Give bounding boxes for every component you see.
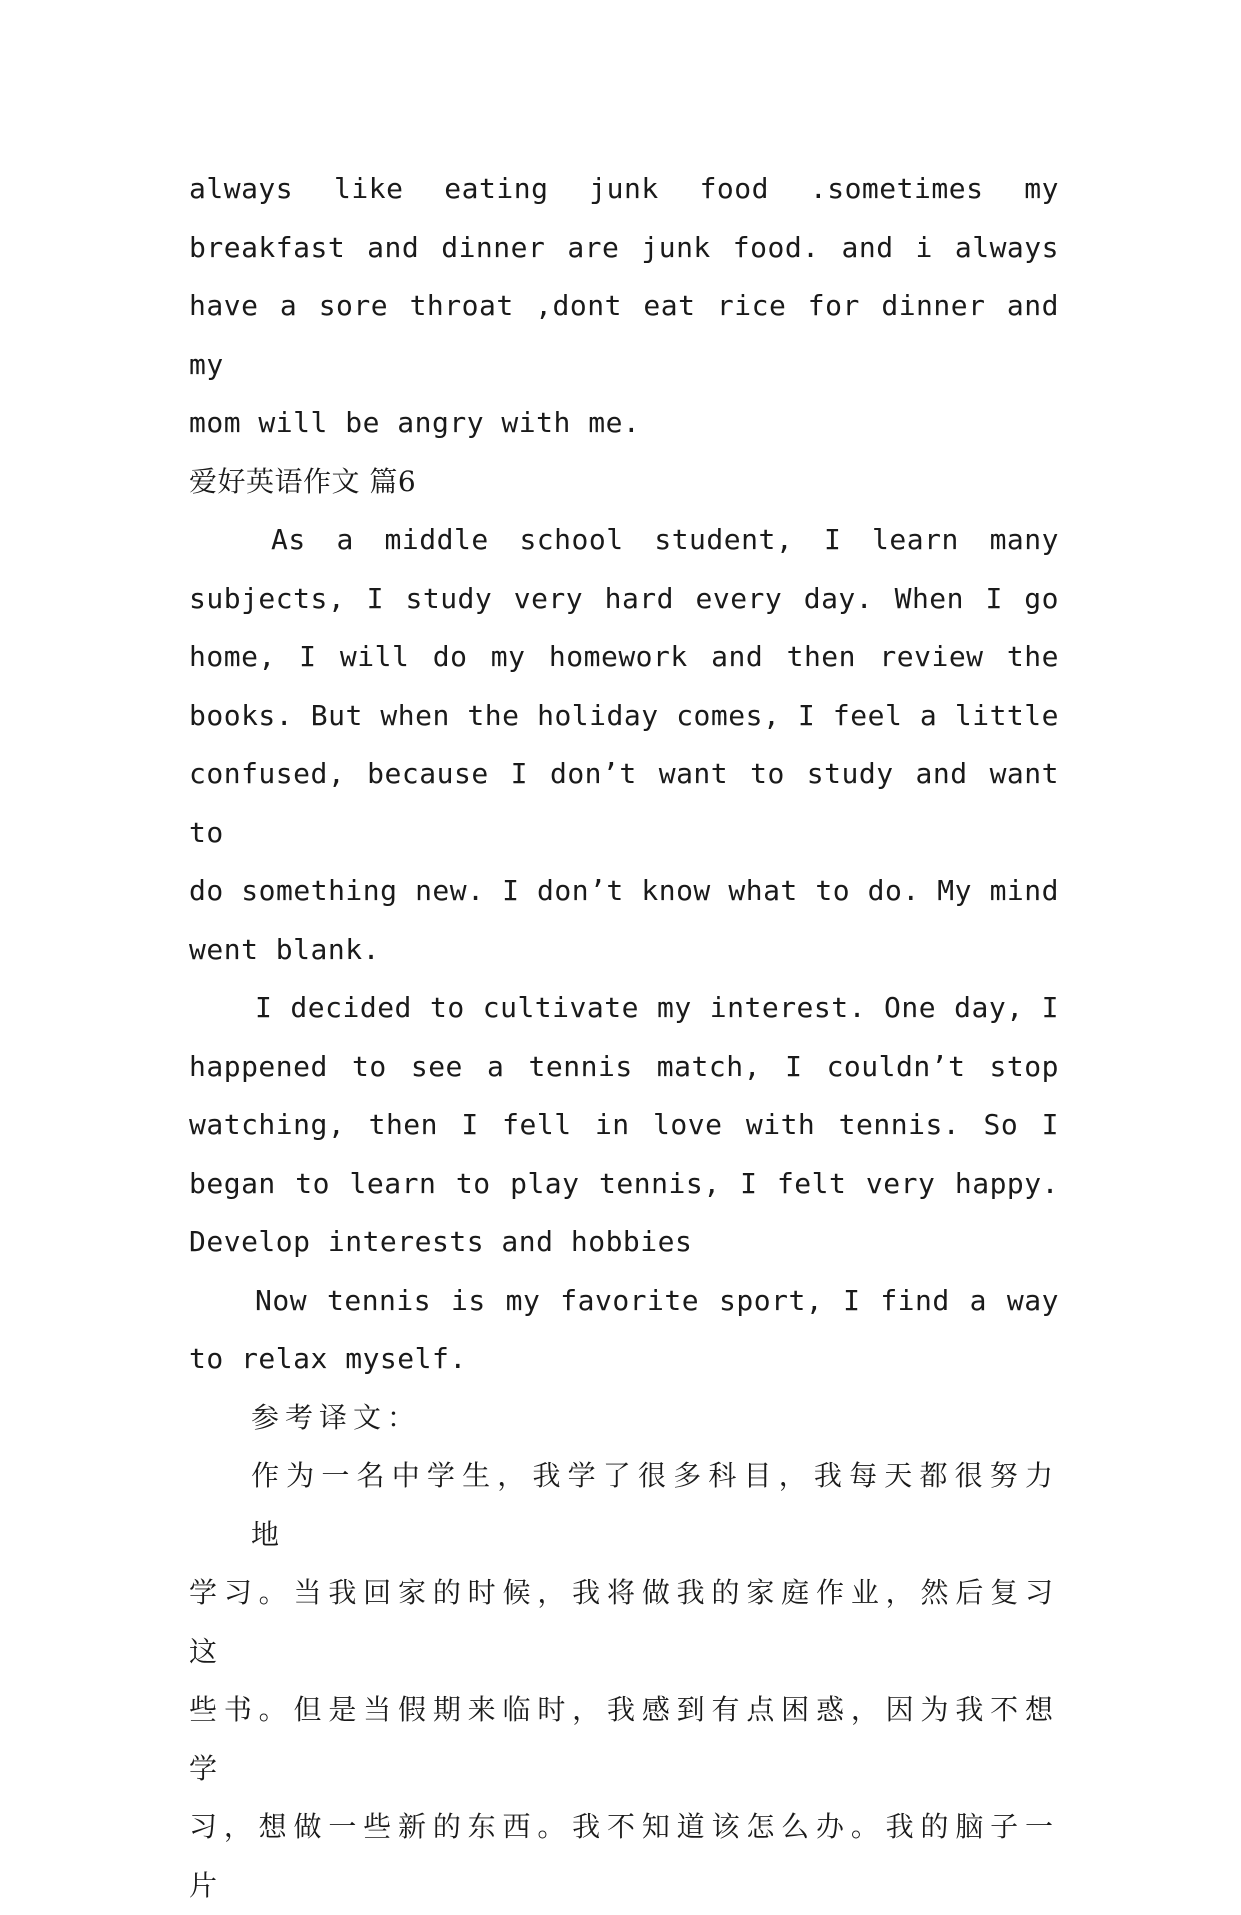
section-heading: 爱好英语作文 篇6 [189, 464, 417, 498]
essay-paragraph-3 [189, 1272, 1059, 1389]
text-line: happened to see a tennis match, I couldn’t stop [189, 1049, 1059, 1083]
text-line: began to learn to play tennis, I felt very happy. [189, 1166, 1059, 1200]
text-line: breakfast and dinner are junk food. and i always [189, 230, 1059, 264]
essay-paragraph-2 [189, 979, 1059, 1272]
text-line: watching, then I fell in love with tennis. So I [189, 1108, 1059, 1141]
text-line: mom will be angry with me. [189, 406, 641, 439]
text-line: Now tennis is my favorite sport, I find a way [255, 1283, 1059, 1317]
text-line: confused, because I don’t want to study and want to [189, 757, 1059, 849]
text-line: do something new. I don’t know what to do. My mind [189, 874, 1059, 907]
text-line: 学习。当我回家的时候，我将做我的家庭作业，然后复习这 [189, 1576, 1059, 1668]
translation-paragraph [189, 1447, 1059, 1915]
text-line: went blank. [189, 932, 380, 966]
text-line: to relax myself. [189, 1342, 467, 1375]
text-line: I decided to cultivate my interest. One day, I [255, 991, 1059, 1024]
text-line: have a sore throat ,dont eat rice for dinner and my [189, 289, 1059, 381]
text-line: Develop interests and hobbies [189, 1225, 693, 1258]
translation-label: 参考译文： [251, 1400, 422, 1434]
text-line: 作为一名中学生，我学了很多科目，我每天都很努力地 [251, 1459, 1059, 1551]
text-line: books. But when the holiday comes, I feel a little [189, 698, 1059, 732]
document-page [189, 160, 1059, 1915]
text-line: always like eating junk food .sometimes my [189, 172, 1059, 205]
text-line: 习，想做一些新的东西。我不知道该怎么办。我的脑子一片 [189, 1810, 1059, 1902]
essay-paragraph-1 [189, 511, 1059, 979]
text-line: As a middle school student, I learn many [271, 523, 1059, 556]
text-line: 些书。但是当假期来临时，我感到有点困惑，因为我不想学 [189, 1693, 1059, 1785]
previous-paragraph [189, 160, 1059, 453]
text-line: subjects, I study very hard every day. When I go [189, 581, 1059, 615]
text-line: home, I will do my homework and then review the [189, 640, 1059, 673]
